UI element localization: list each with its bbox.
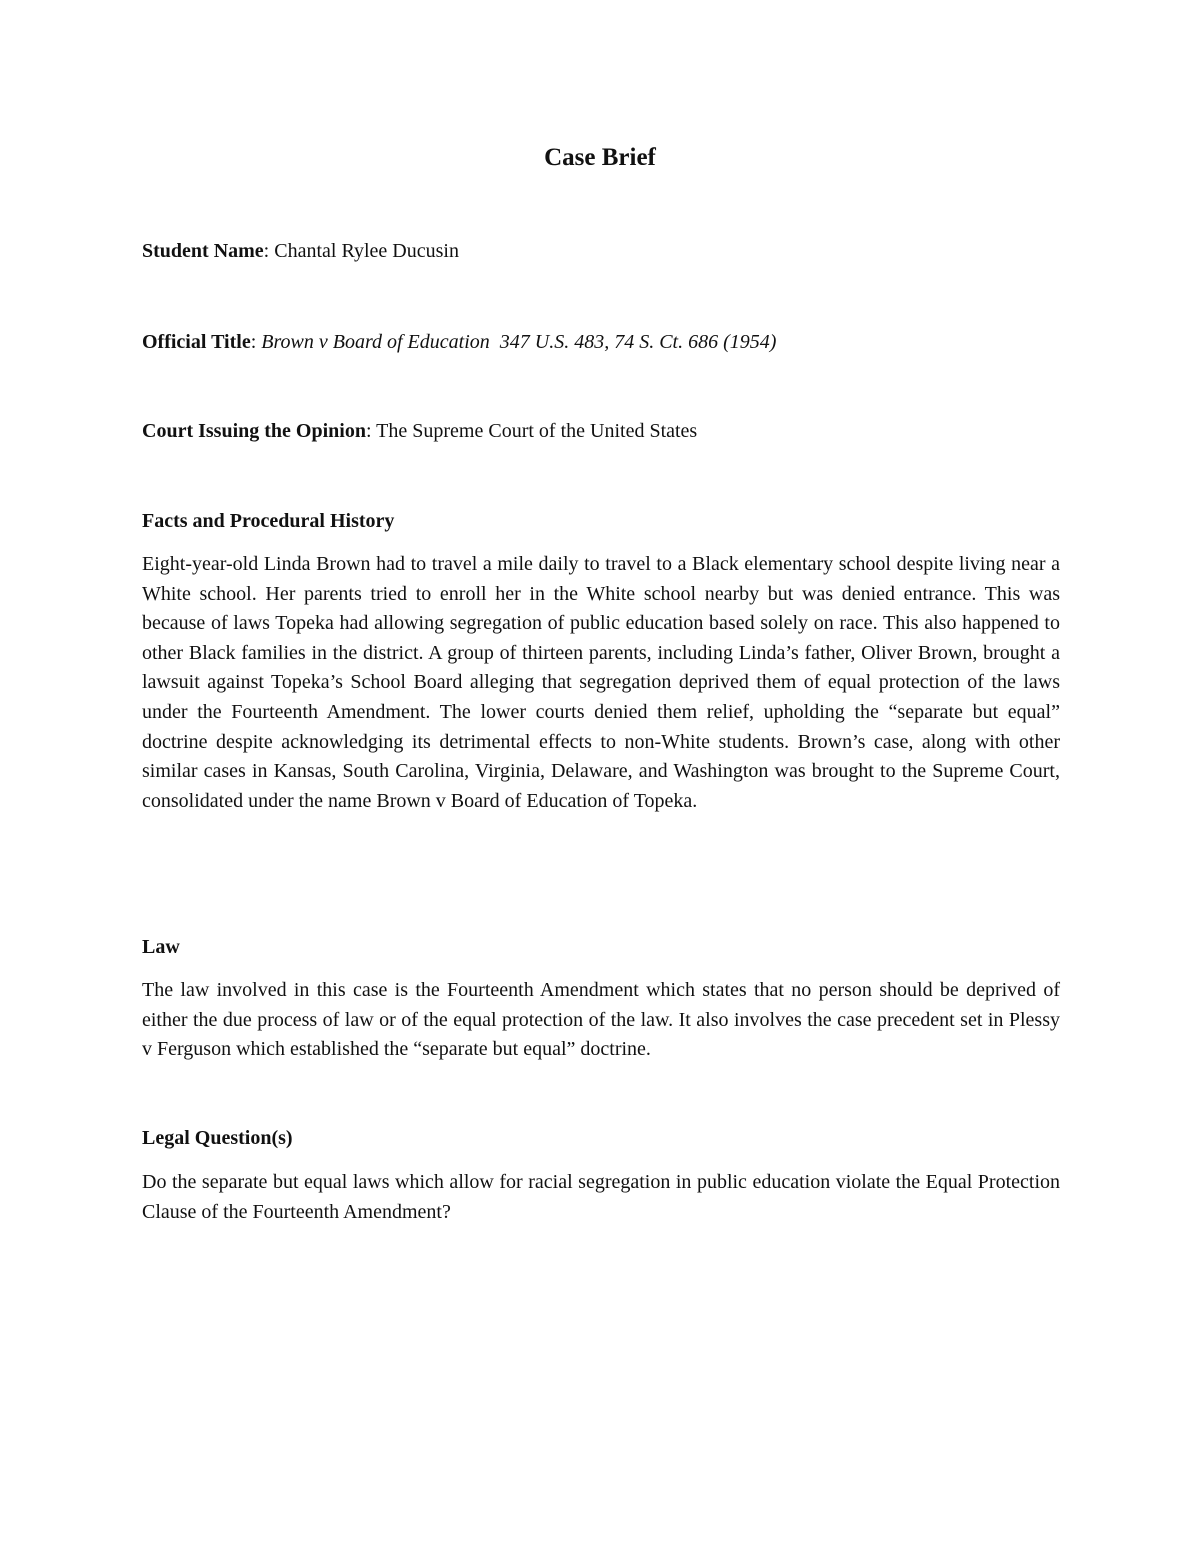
- court-value: The Supreme Court of the United States: [376, 420, 698, 442]
- official-title-field: [142, 328, 1060, 356]
- student-name-value: Chantal Rylee Ducusin: [274, 240, 459, 262]
- section-body-facts: Eight-year-old Linda Brown had to travel a mile daily to travel to a Black elementary school despite living near a White school. Her parents tried to enroll her in the White school nearby but was denied entrance. This was because of laws Topeka had allowing segregation of public education based solely on race. This also happened to other Black families in the district. A group of thirteen parents, including Linda’s father, Oliver Brown, brought a lawsuit against Topeka’s School Board alleging that segregation deprived them of equal protection of the laws under the Fourteenth Amendment. The lower courts denied them relief, upholding the “separate but equal” doctrine despite acknowledging its detrimental effects to non-White students. Brown’s case, along with other similar cases in Kansas, South Carolina, Virginia, Delaware, and Washington was brought to the Supreme Court, consolidated under the name Brown v Board of Education of Topeka.: [142, 553, 1060, 812]
- student-name-separator: :: [263, 240, 275, 262]
- section-heading-facts: Facts and Procedural History: [142, 510, 395, 532]
- section-body-law: The law involved in this case is the Fourteenth Amendment which states that no person should be deprived of either the due process of law or of the equal protection of the law. It also involves the case precedent set in Plessy v Ferguson which established the “separate but equal” doctrine.: [142, 979, 1060, 1061]
- document-title: Case Brief: [544, 144, 656, 171]
- official-title-separator: :: [250, 331, 262, 353]
- court-label: Court Issuing the Opinion: [142, 420, 366, 442]
- section-heading-legal-questions: Legal Question(s): [142, 1127, 293, 1149]
- student-name-field: [142, 237, 1060, 265]
- court-separator: :: [365, 420, 377, 442]
- official-title-label: Official Title: [142, 331, 251, 353]
- official-title-value: Brown v Board of Education 347 U.S. 483, 74 S. Ct. 686 (1954): [261, 331, 777, 353]
- section-heading-law: Law: [142, 936, 180, 958]
- section-body-legal-questions: Do the separate but equal laws which allow for racial segregation in public education violate the Equal Protection Clause of the Fourteenth Amendment?: [142, 1171, 1060, 1223]
- student-name-label: Student Name: [142, 240, 264, 262]
- court-field: [142, 417, 1060, 445]
